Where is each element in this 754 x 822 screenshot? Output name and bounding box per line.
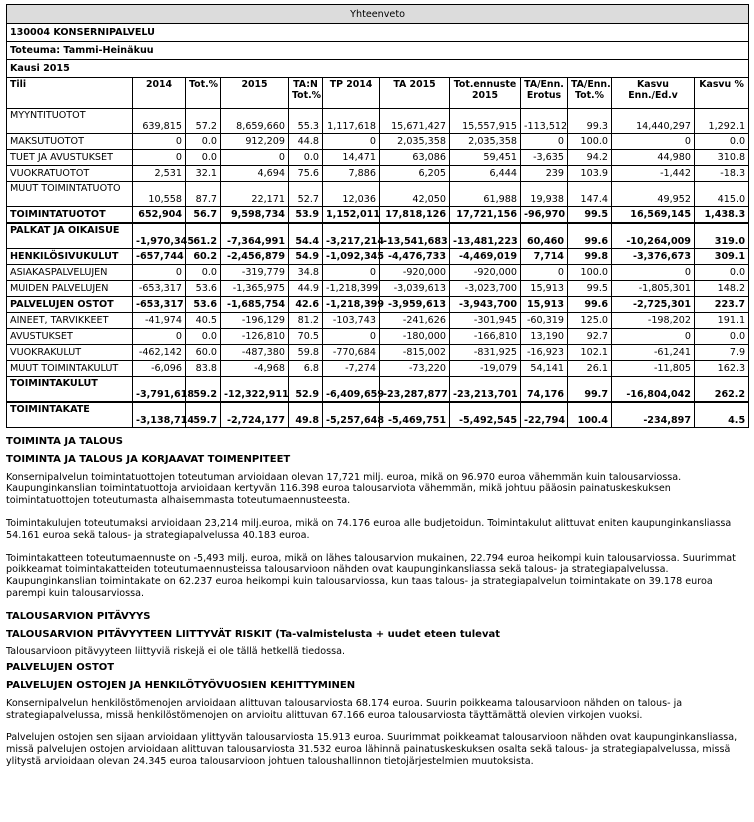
- table-cell: 1,438.3: [695, 207, 749, 224]
- table-cell: 12,036: [323, 182, 380, 207]
- table-cell: -19,079: [450, 361, 521, 377]
- column-header: TA 2015: [380, 78, 450, 109]
- table-cell: -1,218,399: [323, 281, 380, 297]
- table-cell: 99.5: [568, 207, 612, 224]
- table-cell: 52.7: [289, 182, 323, 207]
- table-cell: 44,980: [612, 150, 695, 166]
- table-row: [7, 345, 749, 361]
- table-cell: 53.9: [289, 207, 323, 224]
- table-cell: 49.8: [289, 402, 323, 428]
- table-cell: 100.0: [568, 265, 612, 281]
- table-cell: -41,974: [133, 313, 186, 329]
- section-heading: TALOUSARVION PITÄVYYS: [6, 610, 151, 622]
- table-cell: 61.2: [186, 223, 221, 249]
- table-cell: 54,141: [521, 361, 568, 377]
- table-cell: 99.7: [568, 377, 612, 403]
- table-cell: -653,317: [133, 297, 186, 313]
- table-cell: 75.6: [289, 166, 323, 182]
- table-cell: -831,925: [450, 345, 521, 361]
- table-row: [7, 297, 749, 313]
- table-cell: 99.8: [568, 249, 612, 265]
- table-cell: -3,023,700: [450, 281, 521, 297]
- table-cell: 99.6: [568, 223, 612, 249]
- table-cell: 102.1: [568, 345, 612, 361]
- table-row: [7, 134, 749, 150]
- column-header: Kasvu %: [695, 78, 749, 109]
- table-cell: 0: [521, 265, 568, 281]
- table-cell: 147.4: [568, 182, 612, 207]
- table-cell: -5,257,648: [323, 402, 380, 428]
- table-cell: -12,322,911: [221, 377, 289, 403]
- table-cell: 6,444: [450, 166, 521, 182]
- row-label: MUUT TOIMINTATUOTO: [7, 182, 133, 207]
- table-cell: 0.0: [186, 265, 221, 281]
- table-cell: 54.9: [289, 249, 323, 265]
- table-cell: 15,913: [521, 297, 568, 313]
- table-cell: 4,694: [221, 166, 289, 182]
- table-cell: 44.9: [289, 281, 323, 297]
- table-cell: 53.6: [186, 297, 221, 313]
- table-cell: 42,050: [380, 182, 450, 207]
- table-cell: -2,456,879: [221, 249, 289, 265]
- table-cell: 94.2: [568, 150, 612, 166]
- table-cell: 14,471: [323, 150, 380, 166]
- table-cell: 0.0: [289, 150, 323, 166]
- table-cell: 81.2: [289, 313, 323, 329]
- table-cell: 162.3: [695, 361, 749, 377]
- table-cell: 223.7: [695, 297, 749, 313]
- table-cell: 42.6: [289, 297, 323, 313]
- table-cell: -1,218,399: [323, 297, 380, 313]
- table-cell: 2,035,358: [450, 134, 521, 150]
- table-cell: 0: [612, 265, 695, 281]
- table-cell: -3,959,613: [380, 297, 450, 313]
- table-cell: -653,317: [133, 281, 186, 297]
- table-row: [7, 249, 749, 265]
- table-cell: 0: [133, 329, 186, 345]
- table-cell: 6,205: [380, 166, 450, 182]
- table-cell: -60,319: [521, 313, 568, 329]
- table-cell: -16,804,042: [612, 377, 695, 403]
- table-cell: 7,886: [323, 166, 380, 182]
- table-cell: -920,000: [450, 265, 521, 281]
- section-heading: TOIMINTA JA TALOUS: [6, 436, 123, 447]
- table-cell: 15,671,427: [380, 109, 450, 134]
- table-cell: 191.1: [695, 313, 749, 329]
- table-cell: 0: [133, 134, 186, 150]
- table-cell: 0: [133, 150, 186, 166]
- table-cell: -13,481,223: [450, 223, 521, 249]
- table-cell: -234,897: [612, 402, 695, 428]
- table-cell: -1,805,301: [612, 281, 695, 297]
- table-cell: 15,557,915: [450, 109, 521, 134]
- column-header: Kasvu Enn./Ed.v: [612, 78, 695, 109]
- table-cell: -73,220: [380, 361, 450, 377]
- row-label: MYYNTITUOTOT: [7, 109, 133, 134]
- table-cell: 319.0: [695, 223, 749, 249]
- table-cell: -5,492,545: [450, 402, 521, 428]
- table-row: [7, 207, 749, 224]
- table-cell: 16,569,145: [612, 207, 695, 224]
- table-cell: -61,241: [612, 345, 695, 361]
- table-cell: 309.1: [695, 249, 749, 265]
- table-cell: 19,938: [521, 182, 568, 207]
- row-label: AVUSTUKSET: [7, 329, 133, 345]
- table-cell: -3,138,714: [133, 402, 186, 428]
- table-cell: -18.3: [695, 166, 749, 182]
- table-cell: -7,274: [323, 361, 380, 377]
- row-label: AINEET, TARVIKKEET: [7, 313, 133, 329]
- column-header: TA/Enn. Tot.%: [568, 78, 612, 109]
- table-row: [7, 281, 749, 297]
- table-cell: 0.0: [695, 329, 749, 345]
- table-cell: 87.7: [186, 182, 221, 207]
- table-cell: -770,684: [323, 345, 380, 361]
- table-cell: 4.5: [695, 402, 749, 428]
- table-cell: -11,805: [612, 361, 695, 377]
- row-label: ASIAKASPALVELUJEN: [7, 265, 133, 281]
- column-header: Tili: [7, 78, 133, 109]
- table-cell: 0.0: [695, 265, 749, 281]
- year-label: Kausi 2015: [7, 60, 749, 78]
- table-cell: 0: [612, 329, 695, 345]
- table-cell: 415.0: [695, 182, 749, 207]
- table-cell: -815,002: [380, 345, 450, 361]
- table-cell: 70.5: [289, 329, 323, 345]
- row-label: VUOKRAKULUT: [7, 345, 133, 361]
- row-label: TOIMINTATUOTOT: [7, 207, 133, 224]
- table-cell: 59,451: [450, 150, 521, 166]
- table-row: [7, 150, 749, 166]
- table-cell: -23,213,701: [450, 377, 521, 403]
- table-cell: 22,171: [221, 182, 289, 207]
- table-cell: 17,818,126: [380, 207, 450, 224]
- table-cell: 92.7: [568, 329, 612, 345]
- commentary: [6, 428, 748, 768]
- table-cell: 14,440,297: [612, 109, 695, 134]
- row-label: MAKSUTUOTOT: [7, 134, 133, 150]
- table-cell: 61,988: [450, 182, 521, 207]
- table-cell: 7,714: [521, 249, 568, 265]
- table-cell: 57.2: [186, 109, 221, 134]
- unit-label: 130004 KONSERNIPALVELU: [7, 24, 749, 42]
- column-header: 2014: [133, 78, 186, 109]
- table-cell: 125.0: [568, 313, 612, 329]
- table-cell: 63,086: [380, 150, 450, 166]
- column-header: Tot.%: [186, 78, 221, 109]
- table-row: [7, 329, 749, 345]
- row-label: MUIDEN PALVELUJEN: [7, 281, 133, 297]
- table-cell: 54.4: [289, 223, 323, 249]
- row-label: HENKILÖSIVUKULUT: [7, 249, 133, 265]
- column-header: TA/Enn. Erotus: [521, 78, 568, 109]
- table-cell: -13,541,683: [380, 223, 450, 249]
- table-cell: 99.6: [568, 297, 612, 313]
- paragraph: Toimintakulujen toteutumaksi arvioidaan 23,214 milj.euroa, mikä on 74.176 euroa alle budjetoidun. Toimintakulut alittuvat eniten kaupunginkansliassa 54.161 euroa sekä talous- ja strategiapalvelussa 40.183 euroa.: [6, 517, 732, 541]
- table-cell: -3,217,214: [323, 223, 380, 249]
- table-cell: 53.6: [186, 281, 221, 297]
- table-cell: 0: [133, 265, 186, 281]
- table-cell: 8,659,660: [221, 109, 289, 134]
- table-cell: -1,092,345: [323, 249, 380, 265]
- table-cell: -3,376,673: [612, 249, 695, 265]
- paragraph: Konsernipalvelun henkilöstömenojen arvioidaan alittuvan talousarviosta 68.174 euroa. Suurin poikkeama talousarvioon nähden on talous- ja strategiapalvelussa, missä henkilöstömenojen on arvioitu alittuvan 67.166 euroa talousarviosta täyttämättä olevien virkojen vuoksi.: [6, 697, 683, 721]
- subsection-heading: PALVELUJEN OSTOJEN JA HENKILÖTYÖVUOSIEN KEHITTYMINEN: [6, 679, 356, 691]
- table-row: [7, 361, 749, 377]
- table-cell: -5,469,751: [380, 402, 450, 428]
- table-cell: 83.8: [186, 361, 221, 377]
- table-row: [7, 182, 749, 207]
- table-cell: -3,943,700: [450, 297, 521, 313]
- table-cell: 100.0: [568, 134, 612, 150]
- table-cell: 26.1: [568, 361, 612, 377]
- table-cell: 99.5: [568, 281, 612, 297]
- table-cell: 0: [521, 134, 568, 150]
- table-cell: 0: [323, 134, 380, 150]
- table-cell: 34.8: [289, 265, 323, 281]
- table-cell: 1,292.1: [695, 109, 749, 134]
- table-cell: 13,190: [521, 329, 568, 345]
- table-cell: -4,968: [221, 361, 289, 377]
- table-cell: -4,476,733: [380, 249, 450, 265]
- table-cell: 52.9: [289, 377, 323, 403]
- table-cell: 60.2: [186, 249, 221, 265]
- table-cell: -180,000: [380, 329, 450, 345]
- row-label: PALKAT JA OIKAISUE: [7, 223, 133, 249]
- table-cell: -301,945: [450, 313, 521, 329]
- table-cell: -487,380: [221, 345, 289, 361]
- row-label: TOIMINTAKATE: [7, 402, 133, 428]
- table-row: [7, 166, 749, 182]
- table-cell: -4,469,019: [450, 249, 521, 265]
- row-label: TOIMINTAKULUT: [7, 377, 133, 403]
- table-cell: 9,598,734: [221, 207, 289, 224]
- table-cell: -3,039,613: [380, 281, 450, 297]
- table-row: [7, 377, 749, 403]
- table-row: [7, 223, 749, 249]
- table-cell: -10,264,009: [612, 223, 695, 249]
- table-cell: 0.0: [695, 134, 749, 150]
- table-cell: 10,558: [133, 182, 186, 207]
- table-cell: 49,952: [612, 182, 695, 207]
- table-cell: 239: [521, 166, 568, 182]
- table-cell: 0: [221, 150, 289, 166]
- table-cell: -198,202: [612, 313, 695, 329]
- table-cell: 59.2: [186, 377, 221, 403]
- table-cell: -2,724,177: [221, 402, 289, 428]
- table-cell: 59.8: [289, 345, 323, 361]
- table-cell: 310.8: [695, 150, 749, 166]
- table-cell: -7,364,991: [221, 223, 289, 249]
- column-header: TP 2014: [323, 78, 380, 109]
- column-header-row: [7, 78, 749, 109]
- table-cell: -22,794: [521, 402, 568, 428]
- table-cell: 99.3: [568, 109, 612, 134]
- paragraph: Talousarvioon pitävyyteen liittyviä riskejä ei ole tällä hetkellä tiedossa.: [6, 646, 346, 658]
- table-cell: 0: [323, 329, 380, 345]
- table-cell: 0.0: [186, 329, 221, 345]
- table-row: [7, 402, 749, 428]
- table-cell: 15,913: [521, 281, 568, 297]
- table-row: [7, 109, 749, 134]
- row-label: TUET JA AVUSTUKSET: [7, 150, 133, 166]
- table-cell: -196,129: [221, 313, 289, 329]
- table-cell: 60.0: [186, 345, 221, 361]
- table-cell: -657,744: [133, 249, 186, 265]
- table-cell: 103.9: [568, 166, 612, 182]
- table-cell: 652,904: [133, 207, 186, 224]
- table-cell: -166,810: [450, 329, 521, 345]
- table-cell: -1,365,975: [221, 281, 289, 297]
- table-cell: 0: [323, 265, 380, 281]
- table-cell: 59.7: [186, 402, 221, 428]
- table-cell: -920,000: [380, 265, 450, 281]
- table-cell: 0: [612, 134, 695, 150]
- table-cell: 912,209: [221, 134, 289, 150]
- table-cell: 262.2: [695, 377, 749, 403]
- table-cell: -3,791,618: [133, 377, 186, 403]
- column-header: TA:N Tot.%: [289, 78, 323, 109]
- table-cell: -23,287,877: [380, 377, 450, 403]
- table-cell: 1,152,011: [323, 207, 380, 224]
- table-body: [7, 109, 749, 428]
- table-cell: -113,512: [521, 109, 568, 134]
- table-cell: 2,531: [133, 166, 186, 182]
- subsection-heading: TALOUSARVION PITÄVYYTEEN LIITTYVÄT RISKIT (Ta-valmistelusta + uudet eteen tulevat: [6, 628, 500, 640]
- table-cell: -6,409,659: [323, 377, 380, 403]
- table-cell: -16,923: [521, 345, 568, 361]
- table-cell: -1,970,345: [133, 223, 186, 249]
- table-cell: 55.3: [289, 109, 323, 134]
- section-heading: PALVELUJEN OSTOT: [6, 662, 115, 674]
- table-row: [7, 313, 749, 329]
- table-cell: -462,142: [133, 345, 186, 361]
- table-cell: 60,460: [521, 223, 568, 249]
- table-cell: -319,779: [221, 265, 289, 281]
- table-cell: 1,117,618: [323, 109, 380, 134]
- period-label: Toteuma: Tammi-Heinäkuu: [7, 42, 749, 60]
- table-cell: -6,096: [133, 361, 186, 377]
- row-label: PALVELUJEN OSTOT: [7, 297, 133, 313]
- table-row: [7, 265, 749, 281]
- table-cell: 32.1: [186, 166, 221, 182]
- table-cell: 17,721,156: [450, 207, 521, 224]
- subsection-heading: TOIMINTA JA TALOUS JA KORJAAVAT TOIMENPITEET: [6, 453, 291, 465]
- table-cell: 6.8: [289, 361, 323, 377]
- table-cell: 100.4: [568, 402, 612, 428]
- table-cell: 40.5: [186, 313, 221, 329]
- paragraph: Toimintakatteen toteutumaennuste on -5,493 milj. euroa, mikä on lähes talousarvion mukainen, 22.794 euroa heikompi kuin talousarviossa. Suurimmat poikkeamat toimintakatteiden toteutumaennusteissa talousarvioon nähden ovat kaupunginkansliassa sekä talous- ja strategiapalvelussa.: [6, 552, 736, 576]
- table-cell: -126,810: [221, 329, 289, 345]
- summary-table: [6, 4, 749, 428]
- column-header: 2015: [221, 78, 289, 109]
- table-cell: -96,970: [521, 207, 568, 224]
- table-cell: -241,626: [380, 313, 450, 329]
- column-header: Tot.ennuste 2015: [450, 78, 521, 109]
- table-cell: -3,635: [521, 150, 568, 166]
- paragraph: Kaupunginkanslian toimintakate on 62.237 euroa heikompi kuin talousarviossa, kun taas talous- ja strategiapalvelun toimintakate on 39.178 euroa parempi kuin talousarviossa.: [6, 576, 713, 599]
- row-label: MUUT TOIMINTAKULUT: [7, 361, 133, 377]
- table-cell: 2,035,358: [380, 134, 450, 150]
- table-cell: 0.0: [186, 150, 221, 166]
- table-cell: -103,743: [323, 313, 380, 329]
- table-cell: 148.2: [695, 281, 749, 297]
- paragraph: Konsernipalvelun toimintatuottojen toteutuman arvioidaan olevan 17,721 milj. euroa, mikä on 96.970 euroa vähemmän kuin talousarviossa. Kaupunginkanslian toimintatuottoja arvioidaan kertyvän 116.398 euroa talousarviota vähemmän, mikä johtuu pääosin painatuskeskuksen toimintatuottojen toteutumasta alhaisemmasta toteutumaennusteesta.: [6, 471, 682, 507]
- table-cell: 74,176: [521, 377, 568, 403]
- table-cell: 44.8: [289, 134, 323, 150]
- table-cell: 0.0: [186, 134, 221, 150]
- table-cell: -1,685,754: [221, 297, 289, 313]
- table-cell: 56.7: [186, 207, 221, 224]
- table-cell: -1,442: [612, 166, 695, 182]
- table-cell: 639,815: [133, 109, 186, 134]
- paragraph: Palvelujen ostojen sen sijaan arvioidaan ylittyvän talousarviosta 15.913 euroa. Suurimmat poikkeamat talousarvioon nähden ovat kaupunginkansliassa, missä palvelujen ostojen arvioidaan alittuvan talousarviosta 31.532 euroa lähinnä painatuskeskuksen osalta sekä talous- ja strategiapalvelussa, missä ylitystä arvioidaan olevan 24.345 euroa talousarvioon johtuen taloushallinnon tietojärjestelmien muutoksista.: [6, 732, 738, 767]
- table-cell: -2,725,301: [612, 297, 695, 313]
- report-title: Yhteenveto: [7, 5, 749, 24]
- table-cell: 7.9: [695, 345, 749, 361]
- row-label: VUOKRATUOTOT: [7, 166, 133, 182]
